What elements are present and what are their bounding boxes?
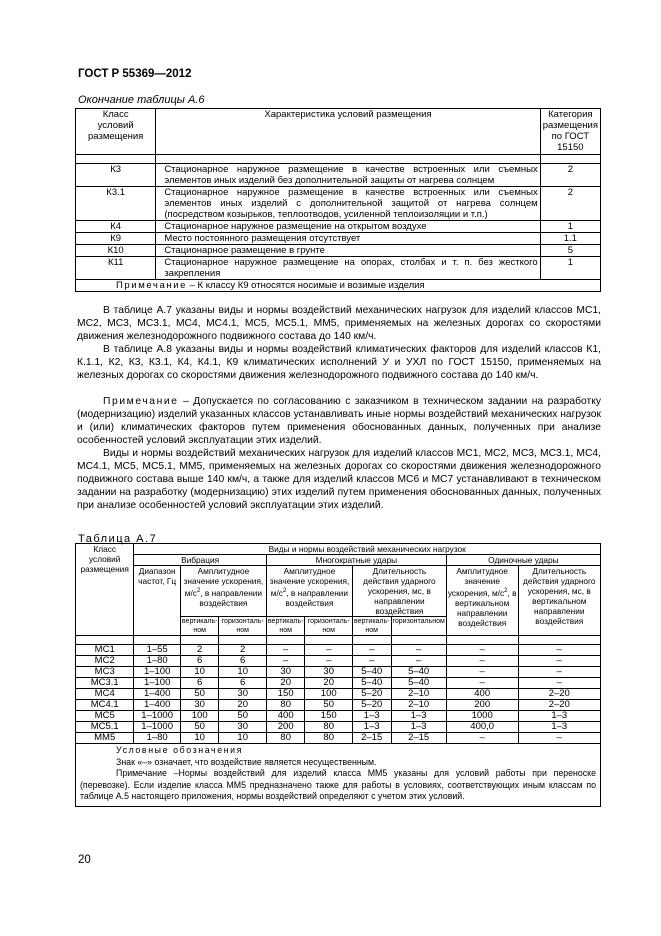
table-row <box>76 257 601 280</box>
vib-accel-sup: 2 <box>196 588 201 594</box>
cell-value: – <box>518 678 600 689</box>
cell-value: 2–20 <box>518 700 600 711</box>
cell-value: 400 <box>446 689 518 700</box>
cell-text: Стационарное наружное размещение на открытом воздухе <box>156 221 540 233</box>
cell-class: К3 <box>76 164 156 187</box>
cell-value: 5–20 <box>352 700 391 711</box>
paragraph: В таблице А.7 указаны виды и нормы воздействий механических нагрузок для изделий классов МС1, МС2, МС3, МС3.1, МС4, МС4.1, МС5, МС5.1, ММ5, применяемых на железных дорогах со скоростями движения железнодорожного подвижного состава до 140 км/ч. <box>77 305 601 342</box>
cell-class: МС2 <box>76 656 134 667</box>
cell-class: МС4 <box>76 689 134 700</box>
col-header-class: Класс условий размещения <box>88 109 144 142</box>
legend-text: Знак «–» означает, что воздействие является несущественным. <box>116 756 377 767</box>
cell-value: 50 <box>219 711 266 722</box>
cell-value: 100 <box>305 689 352 700</box>
cell-value: 30 <box>219 689 266 700</box>
cell-value: 400,0 <box>446 722 518 733</box>
table-a6 <box>75 108 601 292</box>
paragraph-note <box>77 395 601 447</box>
note-label: Примечание <box>116 280 187 291</box>
cell-value: 10 <box>180 667 219 678</box>
cell-value: – <box>446 656 518 667</box>
col-header-multi-accel <box>266 566 352 617</box>
cell-class: МС1 <box>76 645 134 656</box>
col-header-category: Категория размещения по ГОСТ 15150 <box>540 109 600 155</box>
cell-value: 2–15 <box>352 733 391 744</box>
cell-value: – <box>446 667 518 678</box>
cell-value: 2–10 <box>391 700 446 711</box>
cell-value: 10 <box>180 733 219 744</box>
col-header-single: Одиночные удары <box>446 555 600 566</box>
table-row <box>76 187 601 221</box>
paragraph: Виды и нормы воздействий механических нагрузок для изделий классов МС1, МС2, МС3, МС3.1, МС4, МС4.1, МС5, МС5.1, ММ5, применяемых на железных дорогах со скоростями движения железнодорожного подвижного состава выше 140 км/ч, а также для изделий классов МС6 и МС7 устанавливают в техническом задании на разработку (модернизацию) этих изделий путем применения обоснованных данных, полученных при анализе особенностей условий эксплуатации этих изделий. <box>77 448 601 511</box>
cell-value: 30 <box>219 722 266 733</box>
cell-value: 6 <box>219 656 266 667</box>
cell-value: 2 <box>180 645 219 656</box>
table-row <box>76 233 601 245</box>
table-row <box>76 245 601 257</box>
cell-value: – <box>518 667 600 678</box>
cell-value: 400 <box>266 711 305 722</box>
cell-value: 50 <box>305 700 352 711</box>
cell-text: Стационарное наружное размещение на опорах, столбах и т. п. без жесткого закрепления <box>156 257 540 280</box>
table-row <box>76 678 601 689</box>
cell-value: 6 <box>219 678 266 689</box>
cell-value: 5–20 <box>352 689 391 700</box>
cell-value: 80 <box>266 700 305 711</box>
cell-value: 50 <box>180 722 219 733</box>
cell-text: Стационарное наружное размещение в качестве встроенных или съемных элементов иных изделий без дополнительной защиты от нагрева солнцем <box>156 164 540 187</box>
cell-value: 2–10 <box>391 689 446 700</box>
table-row <box>76 733 601 744</box>
cell-value: 1–80 <box>134 733 181 744</box>
cell-value: – <box>518 656 600 667</box>
cell-value: 80 <box>305 733 352 744</box>
cell-value: 1–3 <box>352 711 391 722</box>
cell-class: МС4.1 <box>76 700 134 711</box>
table-row <box>76 667 601 678</box>
cell-value: 2–20 <box>518 689 600 700</box>
table-row <box>76 722 601 733</box>
cell-value: 150 <box>266 689 305 700</box>
cell-value: 80 <box>266 733 305 744</box>
cell-value: 1–3 <box>518 722 600 733</box>
col-header-main: Виды и нормы воздействий механических нагрузок <box>134 544 601 555</box>
table-spacer-row <box>76 155 601 164</box>
cell-value: 20 <box>305 678 352 689</box>
single-accel-sup: 2 <box>504 588 508 594</box>
col-header-vert: вертикаль-ном <box>353 618 390 634</box>
cell-value: 30 <box>266 667 305 678</box>
cell-value: 20 <box>219 700 266 711</box>
table-row <box>76 700 601 711</box>
cell-category: 2 <box>540 187 600 221</box>
cell-value: 10 <box>219 733 266 744</box>
cell-category: 1 <box>540 257 600 280</box>
cell-value: – <box>391 656 446 667</box>
col-header-vert: вертикаль-ном <box>181 618 218 634</box>
cell-value: 1–400 <box>134 700 181 711</box>
cell-value: 1–3 <box>352 722 391 733</box>
cell-value: 2–15 <box>391 733 446 744</box>
table-a7-caption: Таблица А.7 <box>78 533 158 545</box>
cell-value: 2 <box>219 645 266 656</box>
cell-value: 200 <box>266 722 305 733</box>
note-label: Примечание <box>103 396 179 407</box>
paragraph: В таблице А.8 указаны виды и нормы воздействий климатических факторов для изделий классов К1, К.1.1, К2, К3, К3.1, К4, К4.1, К9 климатических исполнений У и УХЛ по ГОСТ 15150, применяемых на железных дорогах со скоростями движения железнодорожного подвижного состава до 140 км/ч. <box>77 344 601 381</box>
cell-value: 150 <box>305 711 352 722</box>
cell-value: 5–40 <box>391 667 446 678</box>
table-header-row <box>76 566 601 617</box>
cell-value: 1000 <box>446 711 518 722</box>
cell-value: 1–1000 <box>134 711 181 722</box>
table-row <box>76 221 601 233</box>
cell-value: 80 <box>305 722 352 733</box>
table-header-row <box>76 109 601 155</box>
cell-value: 6 <box>180 678 219 689</box>
cell-value: – <box>446 678 518 689</box>
single-accel-text-b: , в вертикальном направлении воздействия <box>455 587 517 628</box>
cell-value: – <box>446 733 518 744</box>
cell-value: 1–100 <box>134 667 181 678</box>
col-header-vert: вертикаль-ном <box>267 618 304 634</box>
table-header-row <box>76 555 601 566</box>
table-a7-body <box>76 645 601 744</box>
cell-class: К11 <box>76 257 156 280</box>
col-header-horiz: горизонталь-ном <box>305 617 352 636</box>
cell-value: 1–100 <box>134 678 181 689</box>
document-header: ГОСТ Р 55369—2012 <box>78 68 192 80</box>
note-text: – К классу К9 относятся носимые и возимые изделия <box>187 280 425 291</box>
col-header-characteristic: Характеристика условий размещения <box>156 109 540 155</box>
cell-class: К9 <box>76 233 156 245</box>
col-header-freq: Диапазон частот, Гц <box>134 566 181 636</box>
cell-value: 20 <box>266 678 305 689</box>
cell-class: МС3.1 <box>76 678 134 689</box>
col-header-horiz: горизонталь-ном <box>219 617 266 636</box>
col-header-multi-dur: Длительность действия ударного ускорения, мс, в направлении воздействия <box>352 566 446 617</box>
cell-value: 30 <box>305 667 352 678</box>
table-row <box>76 689 601 700</box>
col-header-class: Класс условий размещения <box>76 544 134 636</box>
cell-value: 1–80 <box>134 656 181 667</box>
cell-value: 200 <box>446 700 518 711</box>
table-a7 <box>75 543 601 807</box>
table-header-row <box>76 544 601 555</box>
cell-category: 1.1 <box>540 233 600 245</box>
table-note-row <box>76 280 601 292</box>
table-a6-caption: Окончание таблицы А.6 <box>78 94 205 106</box>
cell-value: 1–3 <box>518 711 600 722</box>
cell-value: 100 <box>180 711 219 722</box>
cell-value: 10 <box>219 667 266 678</box>
cell-value: 1–3 <box>391 711 446 722</box>
legend-title: Условные обозначения <box>116 745 244 755</box>
cell-value: 6 <box>180 656 219 667</box>
cell-text: Стационарное наружное размещение в качестве встроенных или съемных элементов иных изделий с дополнительной защитой от нагрева солнцем (посредством козырьков, теплоотводов, усиленной теплоизоляции и т.п.) <box>156 187 540 221</box>
multi-accel-text-a: Амплитудное значение ускорения, м/с <box>269 566 350 598</box>
note-text: – Допускается по согласованию с заказчиком в техническом задании на разработку (модернизацию) изделий указанных классов устанавливать иные нормы воздействий механических нагрузок и (или) климатических факторов путем применения обоснованных данных, полученных при анализе особенностей условий эксплуатации этих изделий. <box>77 396 601 446</box>
multi-accel-sup: 2 <box>282 588 287 594</box>
table-row <box>76 164 601 187</box>
vib-accel-text-a: Амплитудное значение ускорения, м/с <box>183 566 264 598</box>
cell-class: МС5 <box>76 711 134 722</box>
cell-value: – <box>305 645 352 656</box>
cell-category: 1 <box>540 221 600 233</box>
cell-category: 5 <box>540 245 600 257</box>
col-header-horiz-full: горизонтальном <box>391 617 446 636</box>
cell-class: К3.1 <box>76 187 156 221</box>
cell-value: – <box>518 733 600 744</box>
col-header-vib-accel <box>180 566 266 617</box>
cell-class: К4 <box>76 221 156 233</box>
cell-value: – <box>518 645 600 656</box>
cell-text: Место постоянного размещения отсутствует <box>156 233 540 245</box>
table-row <box>76 656 601 667</box>
cell-value: 5–40 <box>391 678 446 689</box>
col-header-vibration: Вибрация <box>134 555 267 566</box>
cell-value: 5–40 <box>352 667 391 678</box>
cell-value: – <box>391 645 446 656</box>
table-row <box>76 645 601 656</box>
cell-value: – <box>266 656 305 667</box>
cell-value: 50 <box>180 689 219 700</box>
cell-value: – <box>352 656 391 667</box>
cell-value: 30 <box>180 700 219 711</box>
cell-class: МС5.1 <box>76 722 134 733</box>
cell-value: 5–40 <box>352 678 391 689</box>
table-legend-row <box>76 744 601 807</box>
single-accel-text-a: Амплитудное значение ускорения, м/с <box>447 566 508 598</box>
cell-value: 1–400 <box>134 689 181 700</box>
multi-accel-text-b: , в направлении воздействия <box>285 587 349 608</box>
cell-value: 1–55 <box>134 645 181 656</box>
cell-class: К10 <box>76 245 156 257</box>
cell-value: – <box>305 656 352 667</box>
cell-value: – <box>266 645 305 656</box>
cell-category: 2 <box>540 164 600 187</box>
cell-class: МС3 <box>76 667 134 678</box>
cell-value: – <box>446 645 518 656</box>
page-number: 20 <box>78 854 91 866</box>
vib-accel-text-b: , в направлении воздействия <box>199 587 263 608</box>
table-row <box>76 711 601 722</box>
cell-value: 1–3 <box>391 722 446 733</box>
cell-value: – <box>352 645 391 656</box>
col-header-single-dur: Длительность действия ударного ускорения, мс, в вертикальном направлении воздействия <box>518 566 600 636</box>
legend-note: Примечание –Нормы воздействий для изделий класса ММ5 указаны для условий работы при переноске (перевозке). Если изделие класса ММ5 предназначено также для работы в условиях, соответствующих иным классам по таблице А.5 настоящего приложения, нормы воздействий определяют с учетом этих условий. <box>80 768 596 801</box>
col-header-multi: Многократные удары <box>266 555 446 566</box>
col-header-single-accel <box>446 566 518 636</box>
cell-value: 1–1000 <box>134 722 181 733</box>
cell-text: Стационарное размещение в грунте <box>156 245 540 257</box>
cell-class: ММ5 <box>76 733 134 744</box>
